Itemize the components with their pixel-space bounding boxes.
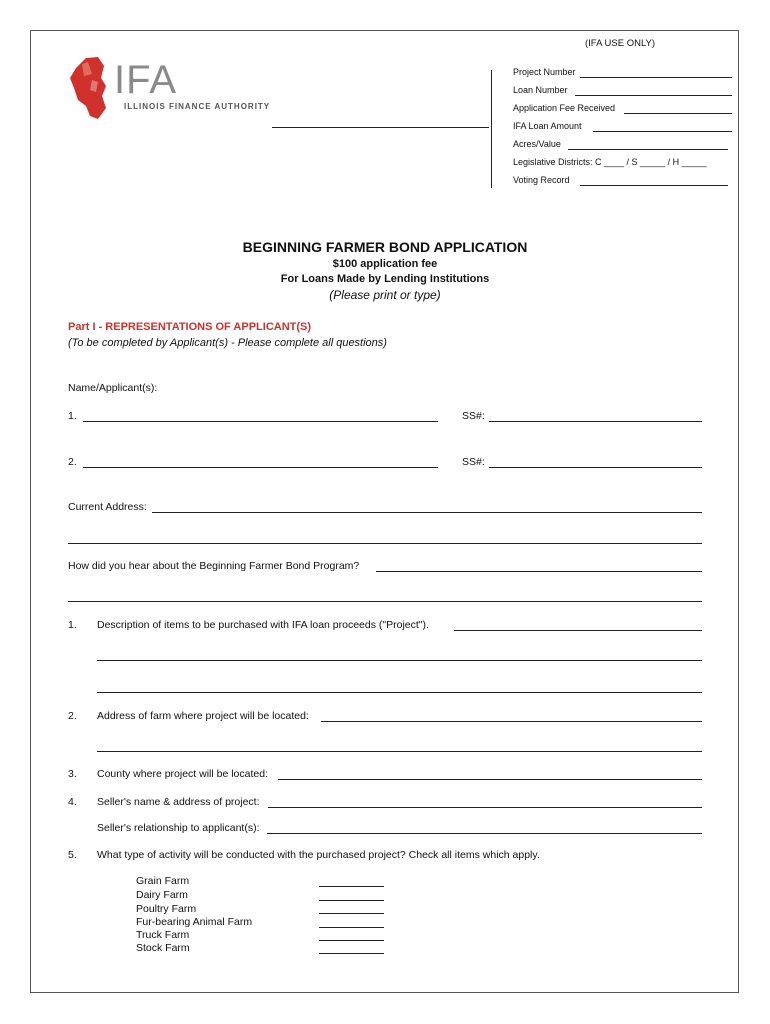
applicant-2-number: 2. — [68, 456, 77, 468]
question-2-line-1[interactable] — [321, 721, 702, 722]
acres-value-line[interactable] — [568, 149, 728, 150]
question-1-line-3[interactable] — [97, 692, 702, 693]
question-2-line-2[interactable] — [97, 751, 702, 752]
current-address-line-1[interactable] — [152, 512, 702, 513]
hear-about-line-2[interactable] — [68, 601, 702, 602]
applicant-2-ss-line[interactable] — [489, 467, 702, 468]
ifa-field-voting-record: Voting Record — [513, 175, 570, 185]
hear-about-line-1[interactable] — [376, 571, 702, 572]
ifa-field-acres-value: Acres/Value — [513, 139, 561, 149]
activity-truck-farm-check-line[interactable] — [319, 940, 384, 941]
activity-stock-farm-check-line[interactable] — [319, 953, 384, 954]
activity-poultry-farm: Poultry Farm — [136, 903, 197, 915]
print-instruction: (Please print or type) — [329, 288, 441, 302]
seller-relationship-line[interactable] — [267, 833, 702, 834]
ifa-box-divider — [491, 70, 492, 188]
applicant-1-ss-line[interactable] — [489, 421, 702, 422]
question-4-line[interactable] — [268, 807, 702, 808]
question-3-number: 3. — [68, 768, 77, 780]
question-4-number: 4. — [68, 796, 77, 808]
question-1-line-2[interactable] — [97, 660, 702, 661]
question-5-label: What type of activity will be conducted with the purchased project? Check all items which apply. — [97, 849, 540, 861]
logo-letters: IFA — [114, 58, 178, 102]
question-4-label: Seller's name & address of project: — [97, 796, 260, 808]
question-3-label: County where project will be located: — [97, 768, 269, 780]
ifa-field-application-fee: Application Fee Received — [513, 103, 616, 113]
activity-grain-farm: Grain Farm — [136, 875, 190, 887]
ifa-field-legislative-districts: Legislative Districts: C ____ / S _____ / H _____ — [513, 157, 707, 167]
part-title: Part I - REPRESENTATIONS OF APPLICANT(S) — [68, 321, 312, 333]
name-applicants-label: Name/Applicant(s): — [68, 382, 158, 394]
question-5-number: 5. — [68, 849, 77, 861]
activity-dairy-farm: Dairy Farm — [136, 889, 188, 901]
application-fee-text: $100 application fee — [332, 258, 438, 270]
ifa-field-project-number: Project Number — [513, 67, 576, 77]
activity-fur-bearing-farm-check-line[interactable] — [319, 927, 384, 928]
current-address-line-2[interactable] — [68, 543, 702, 544]
application-fee-line[interactable] — [624, 113, 732, 114]
form-subtitle: For Loans Made by Lending Institutions — [280, 273, 490, 285]
activity-dairy-farm-check-line[interactable] — [319, 900, 384, 901]
question-2-label: Address of farm where project will be located: — [97, 710, 309, 722]
project-number-line[interactable] — [580, 77, 732, 78]
applicant-2-ss-label: SS#: — [462, 456, 485, 468]
ifa-logo — [68, 56, 278, 126]
form-title: BEGINNING FARMER BOND APPLICATION — [242, 239, 528, 255]
activity-stock-farm: Stock Farm — [136, 942, 190, 954]
question-2-number: 2. — [68, 710, 77, 722]
question-3-line[interactable] — [278, 779, 702, 780]
activity-truck-farm: Truck Farm — [136, 929, 190, 941]
applicant-2-name-line[interactable] — [83, 467, 438, 468]
question-1-number: 1. — [68, 619, 77, 631]
hear-about-label: How did you hear about the Beginning Farmer Bond Program? — [68, 560, 360, 572]
ifa-field-loan-number: Loan Number — [513, 85, 568, 95]
seller-relationship-label: Seller's relationship to applicant(s): — [97, 822, 260, 834]
part-note: (To be completed by Applicant(s) - Please complete all questions) — [68, 337, 387, 349]
current-address-label: Current Address: — [68, 501, 147, 513]
activity-poultry-farm-check-line[interactable] — [319, 913, 384, 914]
activity-fur-bearing-farm: Fur-bearing Animal Farm — [136, 916, 253, 928]
voting-record-line[interactable] — [580, 185, 728, 186]
ifa-field-loan-amount: IFA Loan Amount — [513, 121, 582, 131]
logo-subtitle: ILLINOIS FINANCE AUTHORITY — [124, 102, 271, 111]
activity-grain-farm-check-line[interactable] — [319, 886, 384, 887]
question-1-label: Description of items to be purchased with IFA loan proceeds ("Project"). — [97, 619, 429, 631]
illinois-state-icon — [68, 56, 120, 120]
applicant-1-number: 1. — [68, 410, 77, 422]
applicant-1-name-line[interactable] — [83, 421, 438, 422]
loan-amount-line[interactable] — [593, 131, 732, 132]
question-1-line-1[interactable] — [454, 630, 702, 631]
loan-number-line[interactable] — [575, 95, 732, 96]
ifa-use-only-label: (IFA USE ONLY) — [585, 38, 656, 49]
header-divider-line — [272, 127, 489, 128]
applicant-1-ss-label: SS#: — [462, 410, 485, 422]
